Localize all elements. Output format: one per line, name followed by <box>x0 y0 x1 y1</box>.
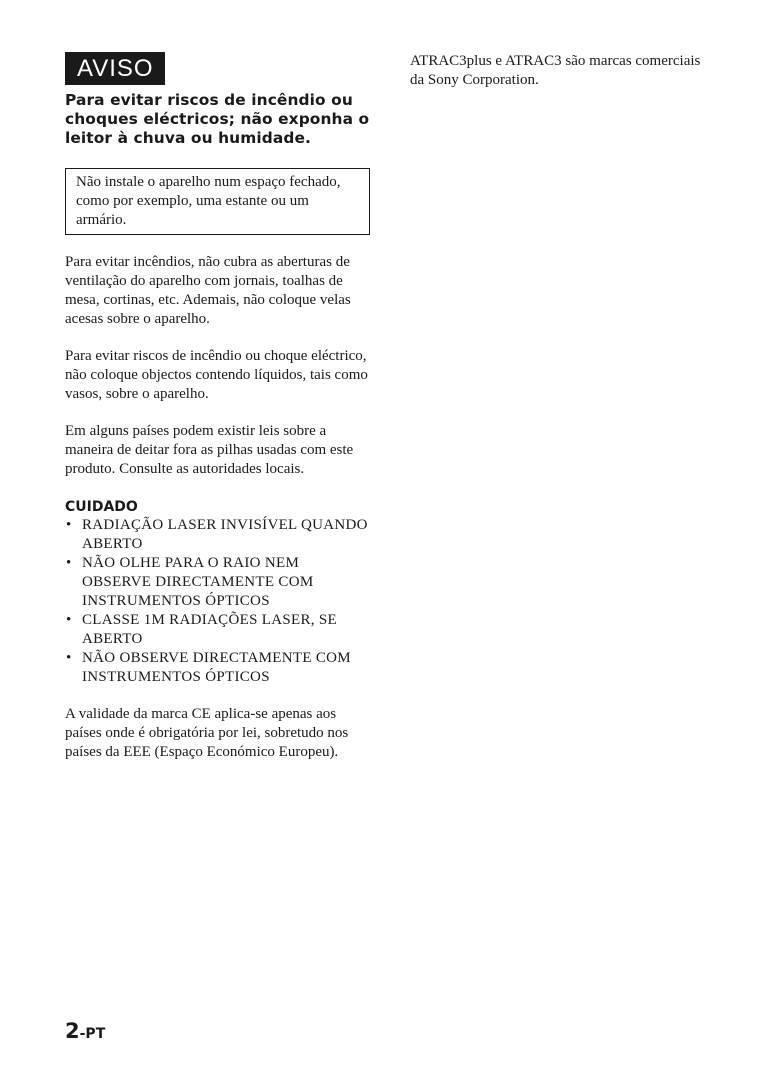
caution-item-text: CLASSE 1M RADIAÇÕES LASER, SE ABERTO <box>82 612 337 647</box>
caution-item <box>65 611 370 649</box>
caution-item-text: RADIAÇÃO LASER INVISÍVEL QUANDO ABERTO <box>82 517 368 552</box>
caution-item-text: NÃO OLHE PARA O RAIO NEM OBSERVE DIRECTAMENTE COM INSTRUMENTOS ÓPTICOS <box>82 555 314 609</box>
trademark-notice: ATRAC3plus e ATRAC3 são marcas comerciais da Sony Corporation. <box>410 53 701 88</box>
ce-mark-paragraph: A validade da marca CE aplica-se apenas aos países onde é obrigatória por lei, sobretudo nos países da EEE (Espaço Económico Europeu). <box>65 706 349 760</box>
caution-item <box>65 649 370 687</box>
caution-item <box>65 516 370 554</box>
caution-title: CUIDADO <box>65 499 138 515</box>
page-number <box>65 1019 105 1043</box>
caution-item-text: NÃO OBSERVE DIRECTAMENTE COM INSTRUMENTOS ÓPTICOS <box>82 650 351 685</box>
bullet-icon: • <box>66 517 72 533</box>
caution-list <box>65 516 370 687</box>
caution-item <box>65 554 370 611</box>
battery-disposal-paragraph: Em alguns países podem existir leis sobre a maneira de deitar fora as pilhas usadas com este produto. Consulte as autoridades locais. <box>65 423 354 477</box>
bullet-icon: • <box>66 555 72 571</box>
page-number-value: 2 <box>65 1019 80 1043</box>
right-column <box>410 52 710 90</box>
warning-heading: Para evitar riscos de incêndio ou choques eléctricos; não exponha o leitor à chuva ou humidade. <box>65 91 370 147</box>
bullet-icon: • <box>66 650 72 666</box>
page-language-suffix: -PT <box>79 1026 106 1042</box>
fire-ventilation-paragraph: Para evitar incêndios, não cubra as aberturas de ventilação do aparelho com jornais, toalhas de mesa, cortinas, etc. Ademais, não coloque velas acesas sobre o aparelho. <box>65 254 351 327</box>
left-column <box>65 52 370 762</box>
warning-badge: AVISO <box>65 52 165 85</box>
boxed-installation-note: Não instale o aparelho num espaço fechado, como por exemplo, uma estante ou um armário. <box>65 168 370 235</box>
bullet-icon: • <box>66 612 72 628</box>
liquids-paragraph: Para evitar riscos de incêndio ou choque eléctrico, não coloque objectos contendo líquidos, tais como vasos, sobre o aparelho. <box>65 348 368 402</box>
